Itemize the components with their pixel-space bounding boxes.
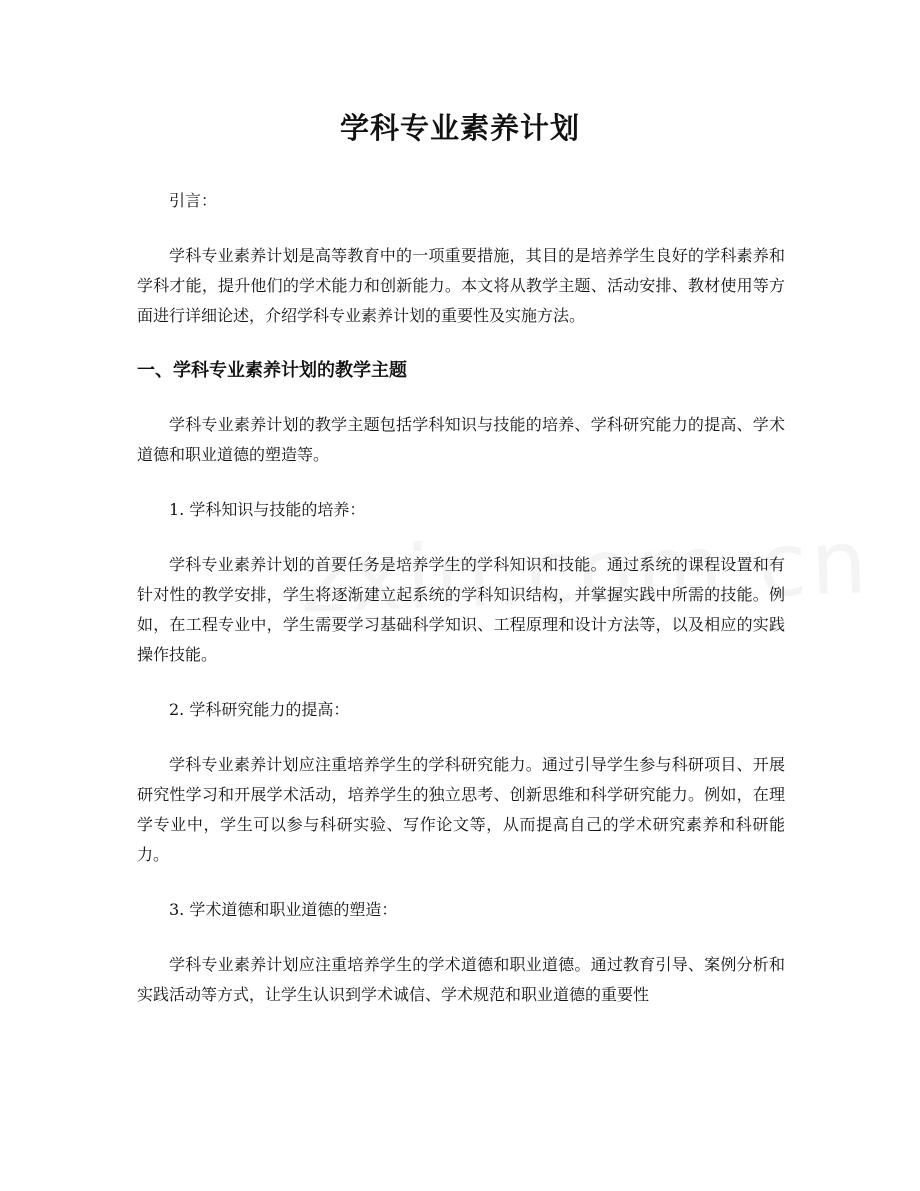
- document-title: 学科专业素养计划: [339, 111, 580, 145]
- intro-label: 引言：: [169, 191, 218, 210]
- subsection-paragraph: 学科专业素养计划的首要任务是培养学生的学科知识和技能。通过系统的课程设置和有针对性的教学安排，学生将逐渐建立起系统的学科知识结构，并掌握实践中所需的技能。例如，在工程专业中，学生需要学习基础科学知识、工程原理和设计方法等，以及相应的实践操作技能。: [137, 555, 785, 664]
- document-body: [137, 186, 785, 1035]
- section-intro-paragraph: 学科专业素养计划的教学主题包括学科知识与技能的培养、学科研究能力的提高、学术道德和职业道德的塑造等。: [137, 415, 785, 464]
- subsection-heading: 1. 学科知识与技能的培养：: [169, 500, 366, 519]
- subsection-paragraph: 学科专业素养计划应注重培养学生的学科研究能力。通过引导学生参与科研项目、开展研究性学习和开展学术活动，培养学生的独立思考、创新思维和科学研究能力。例如，在理学专业中，学生可以参与科研实验、写作论文等，从而提高自己的学术研究素养和科研能力。: [137, 755, 785, 864]
- subsection-heading: 2. 学科研究能力的提高：: [169, 700, 350, 719]
- section-heading: 一、学科专业素养计划的教学主题: [137, 360, 407, 381]
- subsection-heading: 3. 学术道德和职业道德的塑造：: [169, 900, 398, 919]
- intro-paragraph: 学科专业素养计划是高等教育中的一项重要措施，其目的是培养学生良好的学科素养和学科才能，提升他们的学术能力和创新能力。本文将从教学主题、活动安排、教材使用等方面进行详细论述，介绍学科专业素养计划的重要性及实施方法。: [137, 246, 785, 325]
- subsection-paragraph: 学科专业素养计划应注重培养学生的学术道德和职业道德。通过教育引导、案例分析和实践活动等方式，让学生认识到学术诚信、学术规范和职业道德的重要性: [137, 955, 785, 1004]
